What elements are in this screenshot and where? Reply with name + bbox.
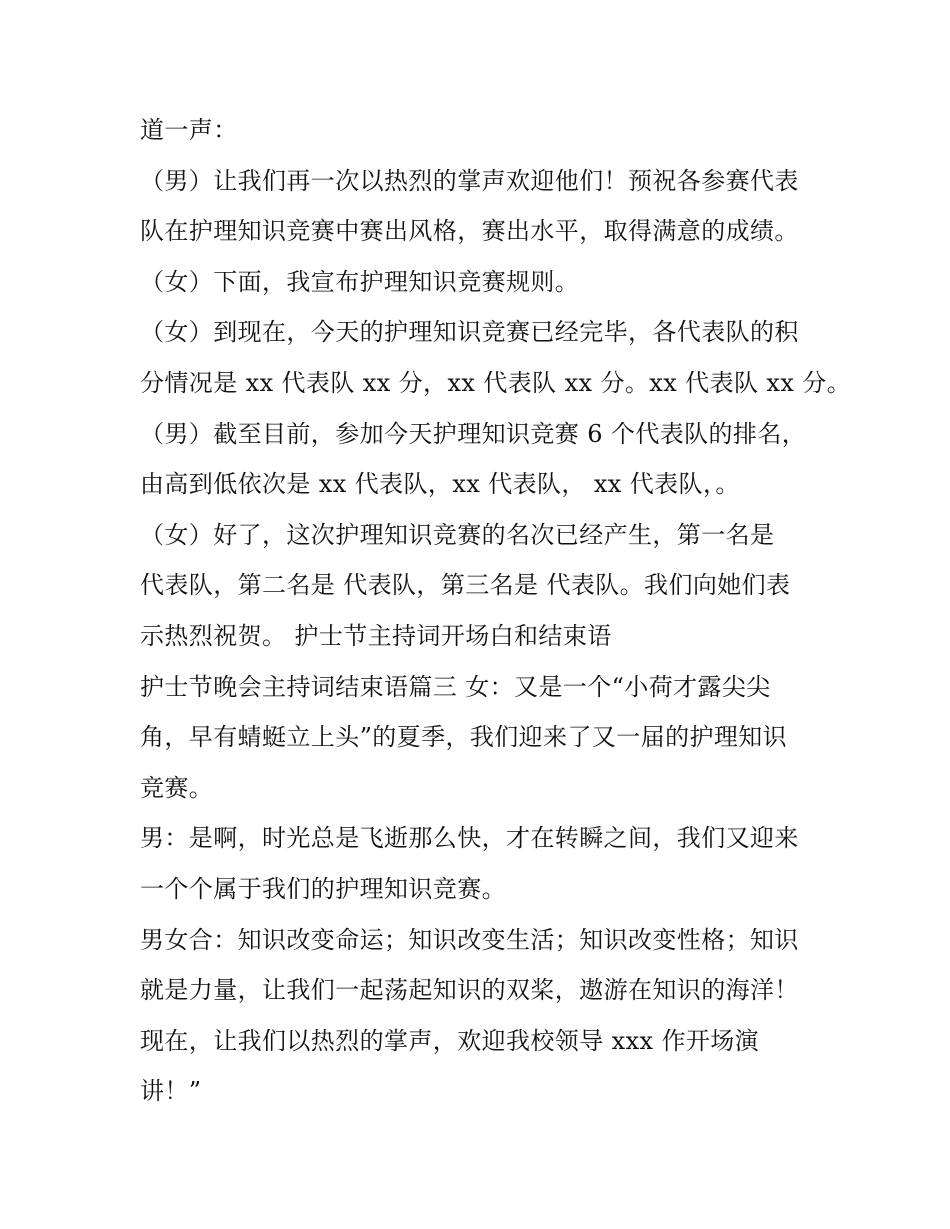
text-line: （男）让我们再一次以热烈的掌声欢迎他们！预祝各参赛代表	[140, 166, 799, 195]
text-line: （女）好了，这次护理知识竞赛的名次已经产生，第一名是	[140, 520, 775, 549]
text-line: 队在护理知识竞赛中赛出风格，赛出水平，取得满意的成绩。	[140, 217, 799, 246]
document-body	[140, 105, 852, 1117]
text-line: 代表队，第二名是 代表队，第三名是 代表队。我们向她们表	[140, 571, 791, 600]
text-line: 一个个属于我们的护理知识竞赛。	[140, 874, 506, 903]
text-line: 就是力量，让我们一起荡起知识的双桨，遨游在知识的海洋！	[140, 976, 799, 1005]
text-line: 男女合：知识改变命运；知识改变生活；知识改变性格；知识	[140, 925, 799, 954]
text-line: 示热烈祝贺。 护士节主持词开场白和结束语	[140, 621, 612, 650]
text-line: 现在，让我们以热烈的掌声，欢迎我校领导 xxx 作开场演	[140, 1026, 760, 1055]
text-line: 由高到低依次是 xx 代表队，xx 代表队， xx 代表队，。	[140, 470, 740, 499]
text-line: 道一声：	[140, 116, 238, 144]
text-line: 分情况是 xx 代表队 xx 分，xx 代表队 xx 分。xx 代表队 xx 分。	[140, 368, 852, 397]
text-line: （女）下面，我宣布护理知识竞赛规则。	[140, 267, 580, 296]
text-line: （男）截至目前，参加今天护理知识竞赛 6 个代表队的排名，	[140, 419, 807, 448]
text-line: 讲！”	[140, 1077, 202, 1106]
text-line: 竞赛。	[140, 773, 214, 802]
text-line: 男：是啊，时光总是飞逝那么快，才在转瞬之间，我们又迎来	[140, 824, 799, 853]
text-line: （女）到现在，今天的护理知识竞赛已经完毕，各代表队的积	[140, 318, 799, 347]
text-line: 护士节晚会主持词结束语篇三 女：又是一个“小荷才露尖尖	[140, 672, 771, 701]
text-line: 角，早有蜻蜓立上头”的夏季，我们迎来了又一届的护理知识	[140, 723, 788, 752]
